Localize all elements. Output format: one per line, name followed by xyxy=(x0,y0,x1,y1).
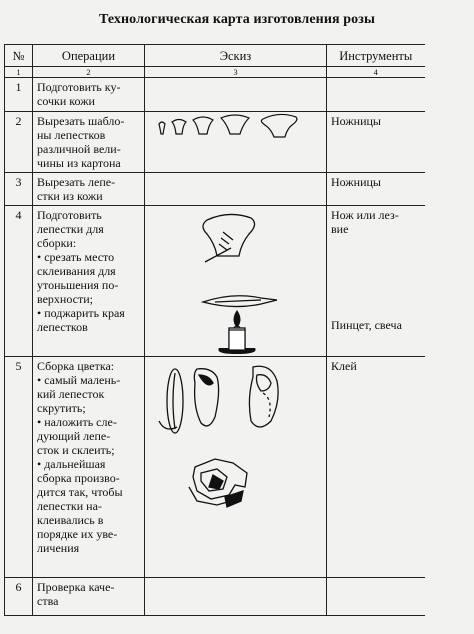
operation-line: лепестки на- xyxy=(37,499,102,513)
header-num: № xyxy=(5,45,33,67)
sketch-cell xyxy=(145,112,327,173)
operation-line: различной вели- xyxy=(37,142,121,156)
operation-line: сочки кожи xyxy=(37,94,95,108)
operation-line: склеивания для xyxy=(37,264,116,278)
operation-line: Проверка каче- xyxy=(37,580,115,594)
operation-line: • наложить сле- xyxy=(37,415,117,429)
operation-line: лепестков xyxy=(37,320,88,334)
operation-cell xyxy=(33,173,145,206)
operation-cell xyxy=(33,78,145,112)
operation-line: утоньшения по- xyxy=(37,278,119,292)
header-tools: Инструменты xyxy=(327,45,425,67)
table-row xyxy=(5,78,425,112)
operation-cell xyxy=(33,112,145,173)
operation-line: порядке их уве- xyxy=(37,527,118,541)
col-number: 2 xyxy=(33,67,145,78)
operation-line: Подготовить xyxy=(37,208,102,222)
operation-line: сток и склеить; xyxy=(37,443,115,457)
operation-line: чины из картона xyxy=(37,156,121,170)
table-row xyxy=(5,112,425,173)
page-title: Технологическая карта изготовления розы xyxy=(98,12,376,27)
sketch-cell xyxy=(145,173,327,206)
tools-line: Пинцет, свеча xyxy=(331,318,402,332)
operation-cell xyxy=(33,578,145,616)
operation-line: Подготовить ку- xyxy=(37,80,121,94)
sketch-cell xyxy=(145,78,327,112)
operation-line: Сборка цветка: xyxy=(37,359,115,373)
operation-line: кий лепесток xyxy=(37,387,105,401)
header-operations: Операции xyxy=(33,45,145,67)
tools-cell: Ножницы xyxy=(327,173,425,206)
operation-line: Вырезать лепе- xyxy=(37,175,116,189)
operation-line: верхности; xyxy=(37,292,93,306)
table-row xyxy=(5,173,425,206)
petal-templates-sketch xyxy=(145,112,327,172)
operation-line: сборки: xyxy=(37,236,77,250)
col-number: 3 xyxy=(145,67,327,78)
row-number: 3 xyxy=(5,173,33,206)
operation-line: • самый малень- xyxy=(37,373,121,387)
operation-line: скрутить; xyxy=(37,401,86,415)
tools-cell: Клей xyxy=(327,357,425,578)
sketch-cell xyxy=(145,206,327,357)
operation-line: • поджарить края xyxy=(37,306,125,320)
operation-line: ства xyxy=(37,594,59,608)
operation-cell xyxy=(33,206,145,357)
header-sketch: Эскиз xyxy=(145,45,327,67)
tools-cell xyxy=(327,78,425,112)
row-number: 2 xyxy=(5,112,33,173)
flower-assembly-sketch xyxy=(145,357,327,577)
operation-line: сборка произво- xyxy=(37,471,120,485)
tools-cell: Ножницы xyxy=(327,112,425,173)
operation-cell xyxy=(33,357,145,578)
operation-line: стки из кожи xyxy=(37,189,103,203)
tech-card-table xyxy=(4,44,425,616)
row-number: 5 xyxy=(5,357,33,578)
col-number: 1 xyxy=(5,67,33,78)
tools-cell xyxy=(327,578,425,616)
table-row xyxy=(5,578,425,616)
sketch-cell xyxy=(145,578,327,616)
table-row xyxy=(5,206,425,357)
operation-line: ны лепестков xyxy=(37,128,106,142)
operation-line: клеивались в xyxy=(37,513,104,527)
col-number: 4 xyxy=(327,67,425,78)
header-row xyxy=(5,45,425,67)
table-row xyxy=(5,357,425,578)
operation-line: • срезать место xyxy=(37,250,115,264)
operation-line: дится так, чтобы xyxy=(37,485,123,499)
petal-prep-sketch xyxy=(145,206,327,356)
row-number: 1 xyxy=(5,78,33,112)
row-number: 4 xyxy=(5,206,33,357)
column-number-row xyxy=(5,67,425,78)
row-number: 6 xyxy=(5,578,33,616)
operation-line: Вырезать шабло- xyxy=(37,114,125,128)
operation-line: лепестки для xyxy=(37,222,104,236)
operation-line: дующий лепе- xyxy=(37,429,111,443)
sketch-cell xyxy=(145,357,327,578)
tools-line: Нож или лез- вие xyxy=(331,208,399,236)
tools-cell xyxy=(327,206,425,357)
operation-line: личения xyxy=(37,541,80,555)
operation-line: • дальнейшая xyxy=(37,457,106,471)
